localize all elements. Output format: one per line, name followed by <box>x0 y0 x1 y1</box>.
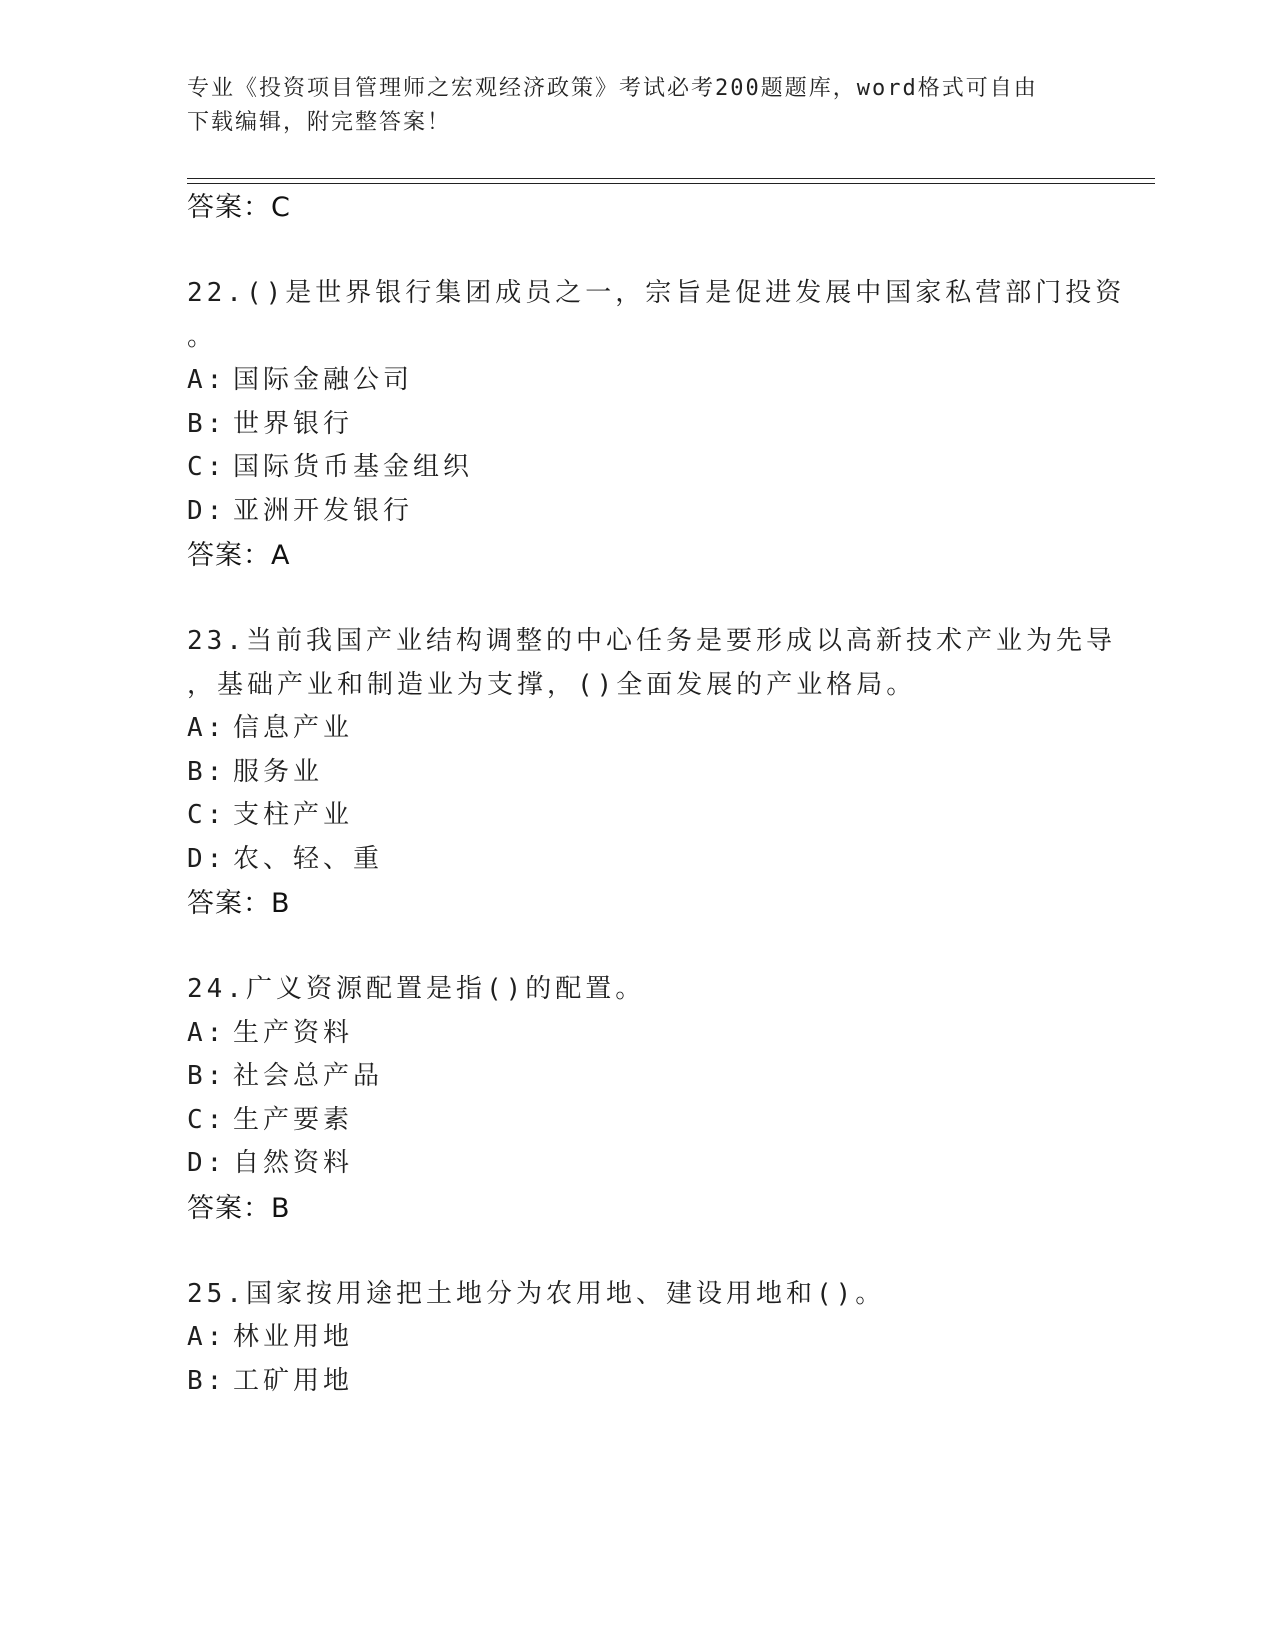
header-line-1: 专业《投资项目管理师之宏观经济政策》考试必考200题题库，word格式可自由 <box>187 76 1038 101</box>
option-label: A: <box>187 365 227 395</box>
option-text: 生产资料 <box>233 1018 354 1048</box>
option-label: B: <box>187 1061 227 1091</box>
question-22-stem-cont: 。 <box>187 322 218 352</box>
option-text: 林业用地 <box>233 1322 354 1352</box>
option-text: 亚洲开发银行 <box>233 496 414 526</box>
option-text: 世界银行 <box>233 409 354 439</box>
answer-q22: 答案：A <box>187 540 291 571</box>
question-22-option-a <box>187 359 413 396</box>
option-label: C: <box>187 1105 227 1135</box>
option-text: 服务业 <box>233 757 324 787</box>
question-22-stem: 22.()是世界银行集团成员之一，宗旨是促进发展中国家私营部门投资 <box>187 278 1126 308</box>
option-text: 工矿用地 <box>233 1366 354 1396</box>
question-23-option-b <box>187 751 323 788</box>
option-label: A: <box>187 1018 227 1048</box>
question-24-option-b <box>187 1055 383 1092</box>
question-24-option-c <box>187 1099 353 1136</box>
option-label: B: <box>187 757 227 787</box>
question-23-option-a <box>187 707 353 744</box>
option-text: 生产要素 <box>233 1105 354 1135</box>
question-23-option-c <box>187 794 353 831</box>
option-text: 国际货币基金组织 <box>233 452 474 482</box>
question-23-option-d <box>187 838 383 875</box>
question-25-option-b <box>187 1360 353 1397</box>
header-rule-bottom <box>187 183 1155 184</box>
option-label: B: <box>187 1366 227 1396</box>
option-label: D: <box>187 496 227 526</box>
question-24-option-a <box>187 1012 353 1049</box>
option-label: D: <box>187 1148 227 1178</box>
header-line-2: 下载编辑，附完整答案！ <box>187 110 452 135</box>
option-label: B: <box>187 409 227 439</box>
question-23-stem-cont: ，基础产业和制造业为支撑，()全面发展的产业格局。 <box>187 670 917 700</box>
question-22-option-b <box>187 403 353 440</box>
document-header <box>187 72 1067 140</box>
answer-q23: 答案：B <box>187 888 291 919</box>
question-25-stem: 25.国家按用途把土地分为农用地、建设用地和()。 <box>187 1279 886 1309</box>
question-22-option-c <box>187 446 473 483</box>
answer-q21: 答案：C <box>187 192 291 223</box>
option-label: A: <box>187 1322 227 1352</box>
answer-q24: 答案：B <box>187 1193 291 1224</box>
question-22-option-d <box>187 490 413 527</box>
option-text: 支柱产业 <box>233 800 354 830</box>
option-label: A: <box>187 713 227 743</box>
question-23-stem: 23.当前我国产业结构调整的中心任务是要形成以高新技术产业为先导 <box>187 626 1116 656</box>
question-24-stem: 24.广义资源配置是指()的配置。 <box>187 974 646 1004</box>
header-rule-top <box>187 178 1155 179</box>
option-text: 国际金融公司 <box>233 365 414 395</box>
question-25-option-a <box>187 1316 353 1353</box>
option-label: C: <box>187 800 227 830</box>
option-label: D: <box>187 844 227 874</box>
option-text: 自然资料 <box>233 1148 354 1178</box>
question-24-option-d <box>187 1142 353 1179</box>
option-text: 社会总产品 <box>233 1061 384 1091</box>
option-text: 农、轻、重 <box>233 844 384 874</box>
option-text: 信息产业 <box>233 713 354 743</box>
option-label: C: <box>187 452 227 482</box>
